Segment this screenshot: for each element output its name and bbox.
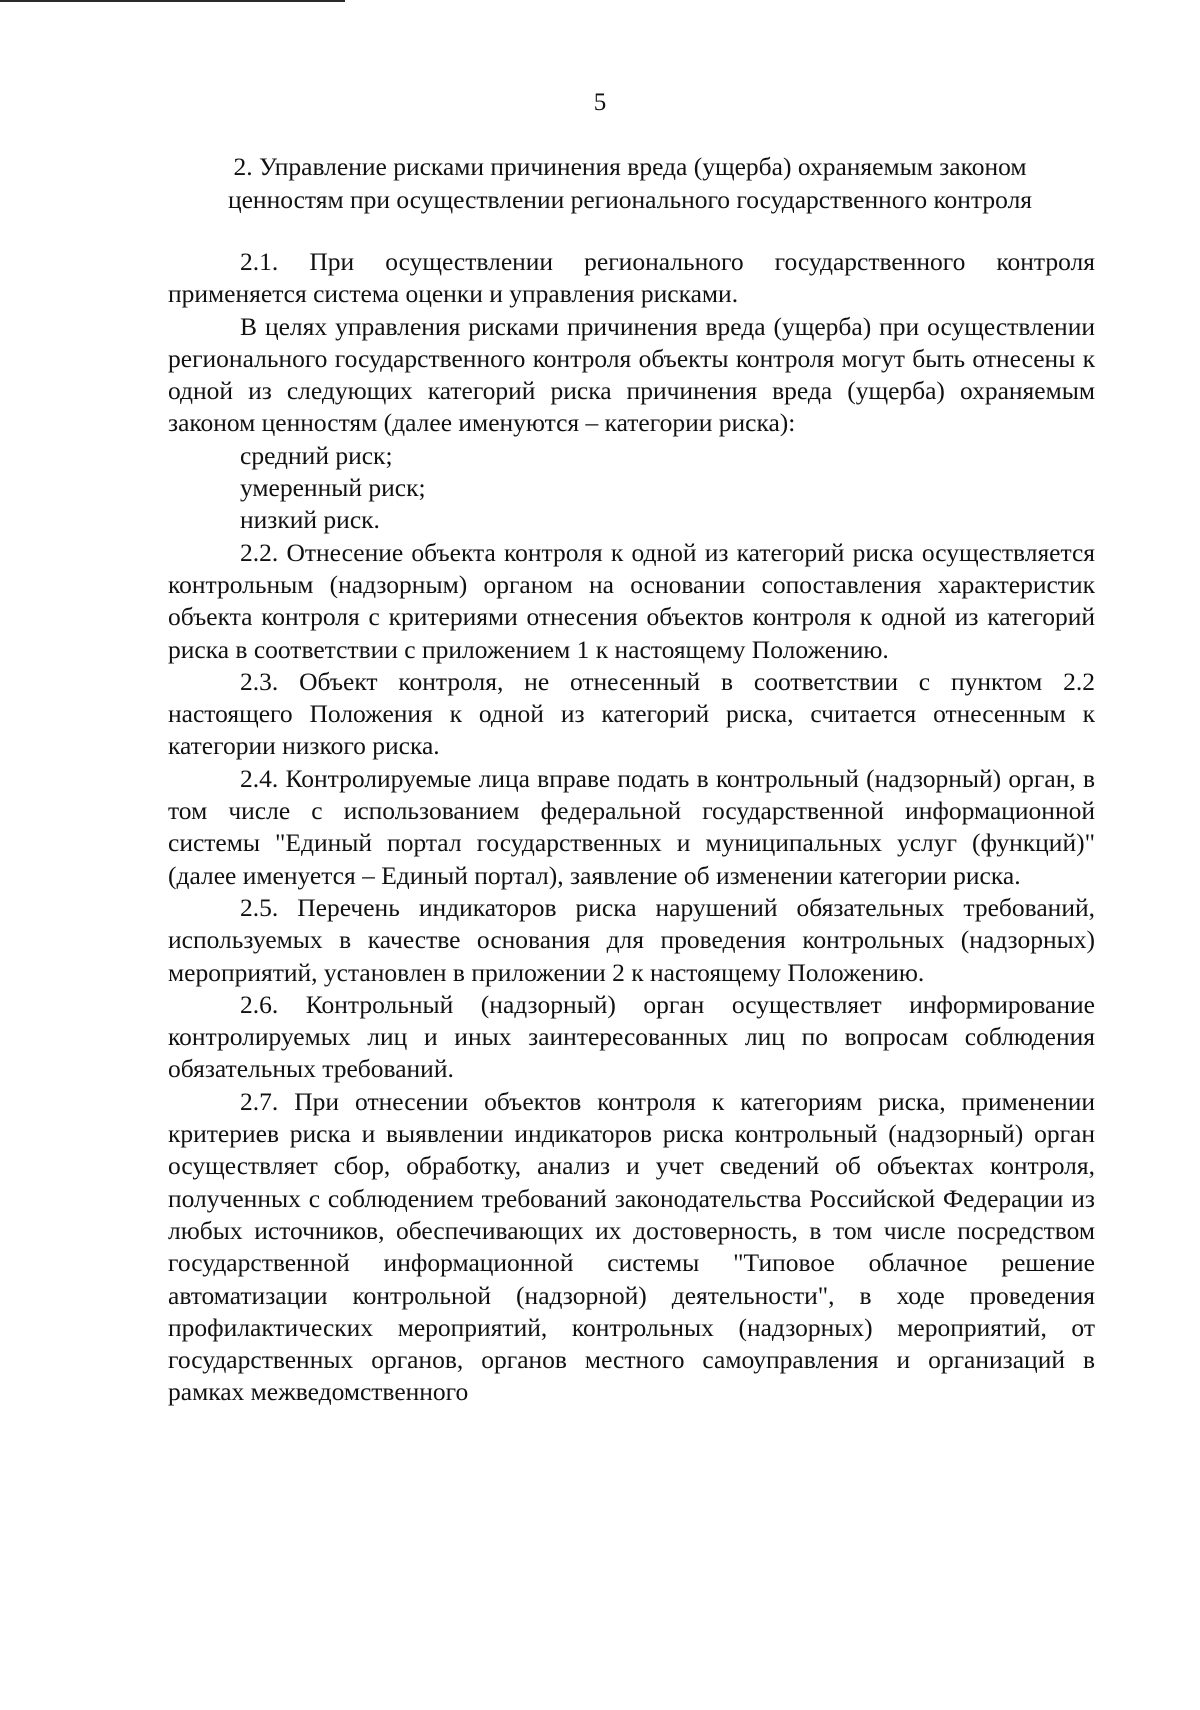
list-item-low-risk: низкий риск. — [240, 505, 380, 535]
heading-line-2: ценностям при осуществлении регионального государственного контроля — [227, 185, 1033, 214]
heading-line-1: 2. Управление рисками причинения вреда (ущерба) охраняемым законом — [233, 152, 1027, 181]
page-number: 5 — [593, 89, 607, 116]
paragraph-2-4: 2.4. Контролируемые лица вправе подать в контрольный (надзорный) орган, в том числе с использованием федеральной государственной информационной системы "Единый портал государственных и муниципальных услуг (функций)" (далее именуется – Единый портал), заявление об изменении категории риска. — [168, 763, 1095, 890]
paragraph-2-7: 2.7. При отнесении объектов контроля к категориям риска, применении критериев риска и выявлении индикаторов риска контрольный (надзорный) орган осуществляет сбор, обработку, анализ и учет сведений об объектах контроля, полученных с соблюдением требований законодательства Российской Федерации из любых источников, обеспечивающих их достоверность, в том числе посредством государственной информационной системы "Типовое облачное решение автоматизации контрольной (надзорной) деятельности", в ходе проведения профилактических мероприятий, контрольных (надзорных) мероприятий, от государственных органов, органов местного самоуправления и организаций в рамках межведомственного — [168, 1086, 1095, 1407]
list-item-moderate-risk: умеренный риск; — [240, 473, 426, 503]
scan-edge-line — [0, 0, 345, 2]
paragraph-2-5: 2.5. Перечень индикаторов риска нарушений обязательных требований, используемых в качестве основания для проведения контрольных (надзорных) мероприятий, установлен в приложении 2 к настоящему Положению. — [168, 892, 1095, 987]
list-item-medium-risk: средний риск; — [240, 440, 393, 470]
paragraph-2-6: 2.6. Контрольный (надзорный) орган осуществляет информирование контролируемых лиц и иных заинтересованных лиц по вопросам соблюдения обязательных требований. — [168, 989, 1095, 1084]
paragraph-risk-categories-intro: В целях управления рисками причинения вреда (ущерба) при осуществлении регионального государственного контроля объекты контроля могут быть отнесены к одной из следующих категорий риска причинения вреда (ущерба) охраняемым законом ценностям (далее именуются – категории риска): — [168, 311, 1095, 438]
paragraph-2-3: 2.3. Объект контроля, не отнесенный в соответствии с пунктом 2.2 настоящего Положения к одной из категорий риска, считается отнесенным к категории низкого риска. — [168, 666, 1095, 761]
paragraph-2-1: 2.1. При осуществлении регионального государственного контроля применяется система оценки и управления рисками. — [168, 247, 1095, 309]
document-body — [168, 246, 1095, 1409]
section-heading — [165, 150, 1095, 216]
paragraph-2-2: 2.2. Отнесение объекта контроля к одной из категорий риска осуществляется контрольным (надзорным) органом на основании сопоставления характеристик объекта контроля с критериями отнесения объектов контроля к одной из категорий риска в соответствии с приложением 1 к настоящему Положению. — [168, 537, 1095, 664]
